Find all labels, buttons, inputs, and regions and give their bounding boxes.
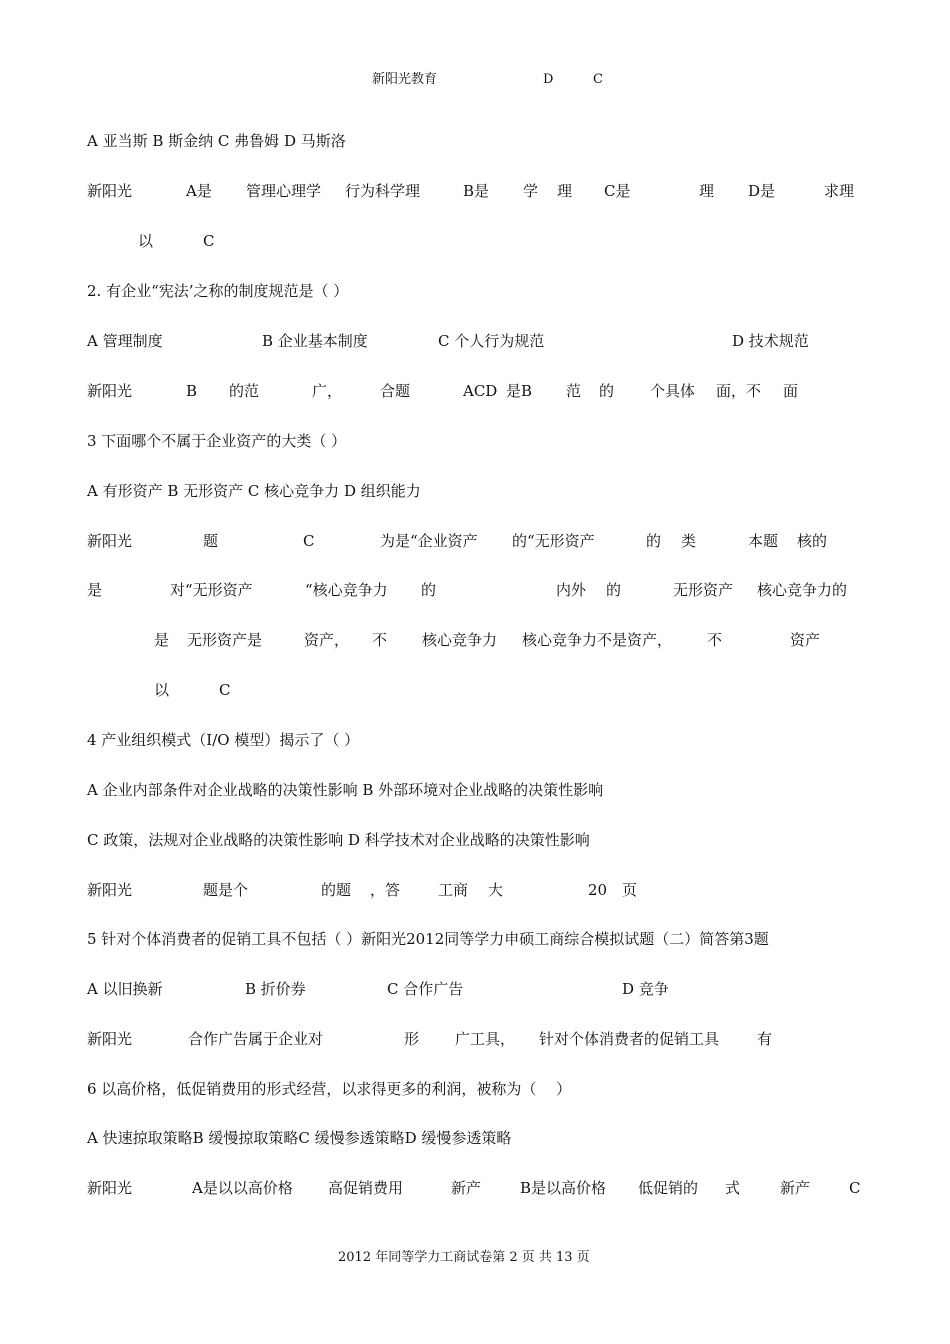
text-segment: 对“无形资产	[170, 581, 253, 599]
text-segment: 理	[699, 182, 715, 200]
text-segment: 的题	[321, 881, 352, 899]
text-segment: C 政策，法规对企业战略的决策性影响 D 科学技术对企业战略的决策性影响	[87, 831, 590, 849]
text-segment: 不	[707, 631, 723, 649]
text-segment: 资产，	[304, 631, 350, 649]
text-segment: C	[849, 1179, 861, 1197]
text-segment: A是以以高价格	[192, 1179, 293, 1197]
text-segment: 无形资产是	[187, 631, 263, 649]
header-mark-2: C	[593, 72, 603, 87]
text-segment: D是	[748, 182, 776, 200]
text-segment: A 亚当斯 B 斯金纳 C 弗鲁姆 D 马斯洛	[87, 132, 346, 150]
text-segment: 新阳光	[87, 182, 133, 200]
text-segment: 类	[681, 532, 697, 550]
text-segment: 学	[523, 182, 539, 200]
text-segment: 新阳光	[87, 881, 133, 899]
text-segment: 面	[783, 382, 799, 400]
text-segment: C	[203, 232, 215, 250]
option-a: A 以旧换新	[87, 980, 163, 998]
text-segment: 核心竞争力	[422, 631, 498, 649]
question-heading: 5 针对个体消费者的促销工具不包括（ ）新阳光2012同等学力申硕工商综合模拟试题（二）简答第3题	[87, 930, 769, 948]
text-segment: 是	[87, 581, 103, 599]
text-segment: 合题	[380, 382, 411, 400]
text-segment: 为是“企业资产	[380, 532, 478, 550]
text-segment: 低促销的	[638, 1179, 699, 1197]
option-b: B 企业基本制度	[262, 332, 368, 350]
text-segment: 新阳光	[87, 1179, 133, 1197]
text-segment: 工商	[438, 881, 469, 899]
text-segment: 面，不	[716, 382, 762, 400]
text-segment: C	[219, 681, 231, 699]
text-segment: 核心竞争力不是资产，	[522, 631, 673, 649]
text-segment: 以	[154, 681, 170, 699]
text-segment: 式	[725, 1179, 741, 1197]
text-segment: 管理心理学	[246, 182, 322, 200]
text-segment: 形	[404, 1030, 420, 1048]
text-segment: 核的	[797, 532, 828, 550]
text-segment: 高促销费用	[328, 1179, 404, 1197]
text-segment: C	[303, 532, 315, 550]
text-segment: 以	[138, 232, 154, 250]
text-segment: 是	[154, 631, 170, 649]
text-segment: 大	[488, 881, 504, 899]
text-segment: 的范	[229, 382, 260, 400]
text-segment: A 有形资产 B 无形资产 C 核心竞争力 D 组织能力	[87, 482, 421, 500]
text-segment: 范	[566, 382, 582, 400]
option-a: A 管理制度	[87, 332, 163, 350]
text-segment: 针对个体消费者的促销工具	[539, 1030, 720, 1048]
text-segment: 合作广告属于企业对	[188, 1030, 324, 1048]
text-segment: 内外	[556, 581, 587, 599]
header-mark-1: D	[543, 72, 554, 87]
text-segment: 的	[599, 382, 615, 400]
text-segment: 新阳光	[87, 382, 133, 400]
text-segment: 求理	[824, 182, 855, 200]
text-segment: 资产	[790, 631, 821, 649]
option-b: B 折价券	[245, 980, 306, 998]
text-segment: 题是个	[203, 881, 249, 899]
text-segment: B是	[463, 182, 490, 200]
text-segment: A 快速掠取策略B 缓慢掠取策略C 缓慢参透策略D 缓慢参透策略	[87, 1129, 512, 1147]
text-segment: 题	[203, 532, 219, 550]
text-segment: 本题	[748, 532, 779, 550]
question-heading: 3 下面哪个不属于企业资产的大类（ ）	[87, 432, 347, 450]
text-segment: 新产	[780, 1179, 811, 1197]
text-segment: 广工具，	[455, 1030, 516, 1048]
text-segment: B是以高价格	[520, 1179, 607, 1197]
text-segment: 理	[557, 182, 573, 200]
text-segment: A 企业内部条件对企业战略的决策性影响 B 外部环境对企业战略的决策性影响	[87, 781, 604, 799]
text-segment: 不	[372, 631, 388, 649]
text-segment: 有	[757, 1030, 773, 1048]
text-segment: 页	[622, 881, 638, 899]
option-c: C 个人行为规范	[438, 332, 545, 350]
option-d: D 竞争	[622, 980, 669, 998]
text-segment: 的	[606, 581, 622, 599]
text-segment: ACD	[463, 382, 498, 400]
option-d: D 技术规范	[732, 332, 809, 350]
header-org: 新阳光教育	[372, 72, 438, 87]
question-heading: 4 产业组织模式（I/O 模型）揭示了（ ）	[87, 731, 360, 749]
text-segment: 是B	[506, 382, 533, 400]
text-segment: 核心竞争力的	[757, 581, 848, 599]
text-segment: 的	[421, 581, 437, 599]
text-segment: 新阳光	[87, 532, 133, 550]
text-segment: B	[186, 382, 198, 400]
text-segment: ，答	[370, 881, 401, 899]
text-segment: A是	[186, 182, 212, 200]
text-segment: 广，	[312, 382, 343, 400]
text-segment: 新产	[451, 1179, 482, 1197]
text-segment: C是	[604, 182, 631, 200]
text-segment: 的“无形资产	[512, 532, 595, 550]
text-segment: 无形资产	[673, 581, 734, 599]
text-segment: 个具体	[650, 382, 696, 400]
option-c: C 合作广告	[387, 980, 464, 998]
page-number: 2012 年同等学力工商试卷第 2 页 共 13 页	[338, 1250, 590, 1265]
text-segment: “核心竞争力	[305, 581, 388, 599]
text-segment: 20	[588, 881, 608, 899]
question-heading: 2. 有企业“宪法’之称的制度规范是（ ）	[87, 282, 349, 300]
question-heading: 6 以高价格，低促销费用的形式经营，以求得更多的利润，被称为（ ）	[87, 1080, 572, 1098]
text-segment: 行为科学理	[345, 182, 421, 200]
text-segment: 新阳光	[87, 1030, 133, 1048]
text-segment: 的	[646, 532, 662, 550]
